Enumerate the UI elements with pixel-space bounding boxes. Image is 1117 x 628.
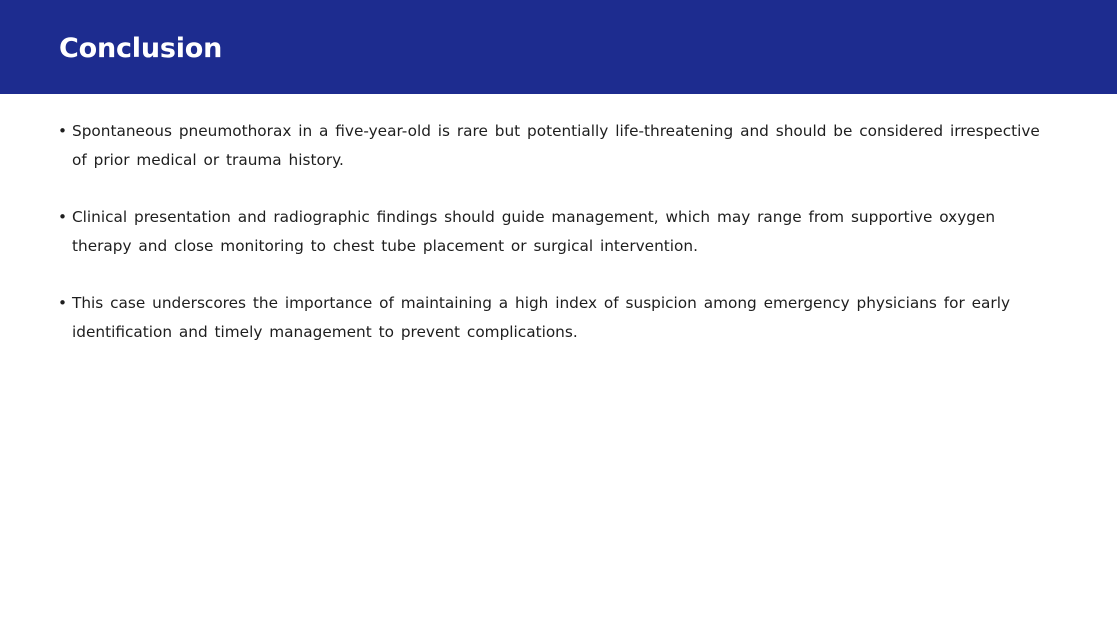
bullet-dot-icon: • bbox=[58, 208, 68, 226]
slide-title: Conclusion bbox=[59, 33, 223, 64]
bullet-item bbox=[58, 289, 1048, 346]
bullet-text: Clinical presentation and radiographic findings should guide management, which may range from supportive oxygen therapy and close monitoring to chest tube placement or surgical intervention. bbox=[72, 208, 996, 255]
header-bar bbox=[0, 0, 1117, 94]
bullet-item bbox=[58, 203, 1048, 260]
bullet-dot-icon: • bbox=[58, 294, 68, 312]
bullet-dot-icon: • bbox=[58, 122, 68, 140]
bullet-item bbox=[58, 117, 1048, 174]
bullet-list bbox=[58, 117, 1048, 375]
bullet-text: This case underscores the importance of maintaining a high index of suspicion among emergency physicians for early identification and timely management to prevent complications. bbox=[72, 294, 1011, 341]
bullet-text: Spontaneous pneumothorax in a five-year-old is rare but potentially life-threatening and should be considered irrespective of prior medical or trauma history. bbox=[72, 122, 1040, 169]
